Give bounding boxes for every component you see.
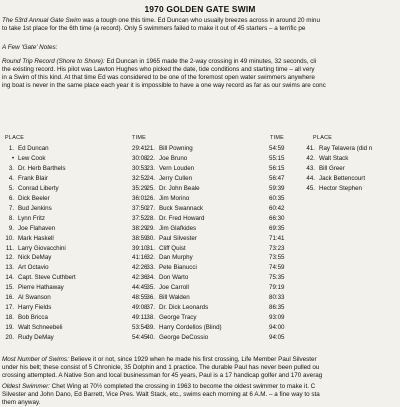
result-row: [145, 253, 345, 262]
finish-time: 86:35: [269, 304, 285, 312]
finish-time: 56:47: [269, 174, 285, 182]
swimmer-name: Art Octavio: [18, 264, 49, 272]
finish-time: 49:08: [132, 304, 148, 312]
swimmer-name: Joe Flahaven: [18, 224, 56, 232]
swimmer-name: Don Warto: [159, 274, 189, 282]
swimmer-name: Nick DeMay: [18, 254, 52, 262]
finish-time: 56:15: [269, 164, 285, 172]
most-swims-lead: Most Number of Swims:: [2, 356, 69, 363]
notes-heading: A Few 'Gate' Notes:: [2, 44, 58, 51]
place-number: 7.: [8, 204, 14, 212]
result-row: [305, 164, 400, 173]
intro-lead: The 53rd Annual Gate Swim: [2, 17, 81, 24]
finish-time: 38:29: [132, 224, 148, 232]
place-number: 34.: [146, 274, 155, 282]
oldest-swimmer-line-1: [2, 383, 400, 391]
result-row: [145, 293, 345, 302]
swimmer-name: Lew Cook: [18, 154, 46, 162]
place-number: 30.: [146, 234, 155, 242]
finish-time: 60:35: [269, 194, 285, 202]
page-title: 1970 GOLDEN GATE SWIM: [144, 4, 256, 14]
place-number: 39.: [146, 324, 155, 332]
swimmer-name: Joe Carroll: [159, 284, 189, 292]
place-header: PLACE: [5, 135, 25, 141]
swimmer-name: Jim Morino: [159, 194, 190, 202]
place-number: 15.: [5, 284, 14, 292]
place-number: 1.: [8, 145, 14, 152]
swimmer-name: Cliff Quist: [159, 244, 186, 252]
place-number: 28.: [146, 214, 155, 222]
finish-time: 80:33: [269, 294, 285, 302]
swimmer-name: Dan Murphy: [159, 254, 193, 262]
place-number: 16.: [5, 294, 14, 302]
intro-line-2: to take 1st place for the 6th time (a record). Only 5 swimmers failed to make it out of 45 starters – a terrific pe: [2, 25, 306, 32]
finish-time: 30:53: [132, 164, 148, 172]
finish-time: 53:54: [132, 324, 148, 332]
intro-line-1-text: was a tough one this time. Ed Duncan who usually breezes across in around 20 minu: [80, 17, 320, 24]
place-number: 33.: [146, 264, 155, 272]
time-header-2: TIME: [270, 135, 285, 141]
swimmer-name: Hector Stephen: [319, 184, 362, 192]
record-line-1-text: Ed Duncan in 1965 made the 2-way crossing in 49 minutes, 32 seconds, cli: [104, 58, 317, 65]
swimmer-name: Bud Jenkins: [18, 204, 52, 212]
finish-time: 39:10: [132, 244, 148, 252]
finish-time: 73:55: [269, 254, 285, 262]
oldest-swimmer-line-3: them anyway.: [2, 399, 41, 406]
swimmer-name: Pete Bianucci: [159, 264, 197, 272]
place-number: 31.: [146, 244, 155, 252]
result-row: [145, 194, 345, 203]
swimmer-name: Walt Schneebeli: [18, 324, 63, 332]
place-number: 10.: [5, 234, 14, 242]
place-number: 41.: [306, 145, 315, 152]
place-number: 29.: [146, 224, 155, 232]
most-swims-line-1-text: Believe it or not, since 1929 when he made his first crossing, Life Member Paul Silvester: [68, 356, 317, 363]
place-number: 8.: [8, 214, 14, 222]
finish-time: 37:50: [132, 204, 148, 212]
swimmer-name: Ray Telavera (did n: [319, 145, 373, 152]
swimmer-name: Conrad Liberty: [18, 184, 59, 192]
swimmer-name: Pierre Hathaway: [18, 284, 64, 292]
place-number: 21.: [146, 145, 155, 152]
swimmer-name: Capt. Steve Cuthbert: [18, 274, 76, 282]
oldest-swimmer-line-2: Silvester and John Dano, Ed Barrett, Vice Pres. Walt Stack, etc., swims each morning at 6 A.M. – a fine way to sta: [2, 391, 320, 398]
place-number: 35.: [146, 284, 155, 292]
finish-time: 94:00: [269, 324, 285, 332]
swimmer-name: Al Swanson: [18, 294, 51, 302]
record-line-2: the existing record. His pilot was Lawton Hughes who picked the date, tide conditions and starting time – all very: [2, 66, 315, 73]
finish-time: 69:35: [269, 224, 285, 232]
place-number: 19.: [5, 324, 14, 332]
record-line-1: [2, 58, 400, 66]
swimmer-name: Buck Swannack: [159, 204, 204, 212]
result-row: [305, 174, 400, 183]
finish-time: 44:45: [132, 284, 148, 292]
swimmer-name: Dr. Herb Barthels: [18, 164, 66, 172]
place-number: 11.: [5, 244, 14, 252]
finish-time: 48:55: [132, 294, 148, 302]
place-number: •: [11, 154, 14, 162]
swimmer-name: Frank Blair: [18, 174, 48, 182]
finish-time: 54:45: [132, 334, 148, 342]
finish-time: 29:41: [132, 145, 148, 152]
place-number: 20.: [5, 334, 14, 342]
results-table: [0, 135, 400, 355]
place-number: 9.: [8, 224, 14, 232]
result-row: [145, 204, 345, 213]
record-lead: Round Trip Record (Shore to Shore):: [2, 58, 105, 65]
swimmer-name: Rudy DeMay: [18, 334, 54, 342]
oldest-swimmer-lead: Oldest Swimmer:: [2, 383, 50, 390]
swimmer-name: Harry Cordellos (Blind): [159, 324, 222, 332]
swimmer-name: Dr. Fred Howard: [159, 214, 205, 222]
place-number: 23.: [146, 164, 155, 172]
swimmer-name: Paul Silvester: [159, 234, 197, 242]
swimmer-name: Dr. Dick Leonards: [159, 304, 209, 312]
place-number: 26.: [146, 194, 155, 202]
finish-time: 55:15: [269, 154, 285, 162]
oldest-swimmer-line-1-text: Chet Wing at 70½ completed the crossing in 1963 to become the oldest swimmer to make it. C: [49, 383, 316, 390]
place-number: 18.: [5, 314, 14, 322]
place-number: 3.: [8, 164, 14, 172]
finish-time: 35:29: [132, 184, 148, 192]
result-row: [145, 234, 345, 243]
finish-time: 36:01: [132, 194, 148, 202]
result-row: [145, 313, 345, 322]
finish-time: 42:26: [132, 264, 148, 272]
place-number: 32.: [146, 254, 155, 262]
place-number: 38.: [146, 314, 155, 322]
swimmer-name: Bob Bricca: [18, 314, 48, 322]
result-row: [305, 144, 400, 153]
most-swims-line-1: [2, 356, 400, 364]
result-row: [145, 303, 345, 312]
swimmer-name: Ed Duncan: [18, 145, 49, 152]
place-number: 42.: [306, 154, 315, 162]
finish-time: 79:19: [269, 284, 285, 292]
swimmer-name: Jack Bettencourt: [319, 174, 366, 182]
place-number: 40.: [146, 334, 155, 342]
finish-time: 32:52: [132, 174, 148, 182]
finish-time: 66:30: [269, 214, 285, 222]
record-line-3: in a Swim of this kind. At that time Ed was considered to be one of the foremost open water swimmers anywhere: [2, 74, 315, 81]
most-swims-line-2: under his belt; these consist of 5 Chronicle, 35 Dolphin and 1 practice. The durable Paul has never been pulled ou: [2, 364, 320, 371]
finish-time: 38:59: [132, 234, 148, 242]
result-row: [145, 224, 345, 233]
finish-time: 74:59: [269, 264, 285, 272]
result-row: [145, 323, 345, 332]
place-number: 25.: [146, 184, 155, 192]
swimmer-name: Joe Bruno: [159, 154, 188, 162]
result-row: [145, 283, 345, 292]
result-row: [305, 154, 400, 163]
result-row: [145, 273, 345, 282]
place-number: 37.: [146, 304, 155, 312]
swimmer-name: Larry Giovacchini: [18, 244, 66, 252]
finish-time: 93:09: [269, 314, 285, 322]
finish-time: 75:35: [269, 274, 285, 282]
finish-time: 41:16: [132, 254, 148, 262]
swimmer-name: Jerry Cullen: [159, 174, 193, 182]
swimmer-name: Dick Beeler: [18, 194, 50, 202]
place-header-3: PLACE: [313, 135, 333, 141]
place-number: 27.: [146, 204, 155, 212]
finish-time: 30:08: [132, 154, 148, 162]
place-number: 6.: [8, 194, 14, 202]
place-number: 22.: [146, 154, 155, 162]
place-number: 13.: [5, 264, 14, 272]
finish-time: 59:39: [269, 184, 285, 192]
swimmer-name: Vern Louden: [159, 164, 195, 172]
place-number: 5.: [8, 184, 14, 192]
finish-time: 42:36: [132, 274, 148, 282]
swimmer-name: Walt Stack: [319, 154, 349, 162]
swimmer-name: George Tracy: [159, 314, 197, 322]
finish-time: 71:41: [269, 234, 285, 242]
place-number: 14.: [5, 274, 14, 282]
result-row: [145, 263, 345, 272]
place-number: 43.: [306, 164, 315, 172]
result-row: [145, 244, 345, 253]
result-row: [305, 184, 400, 193]
result-row: [145, 333, 345, 342]
intro-line-1: [2, 17, 400, 25]
place-number: 24.: [146, 174, 155, 182]
place-number: 44.: [306, 174, 315, 182]
place-number: 36.: [146, 294, 155, 302]
place-number: 12.: [5, 254, 14, 262]
finish-time: 49:11: [132, 314, 148, 322]
finish-time: 54:59: [269, 145, 285, 152]
place-number: 4.: [8, 174, 14, 182]
finish-time: 94:05: [269, 334, 285, 342]
time-header: TIME: [132, 135, 147, 141]
place-number: 17.: [5, 304, 14, 312]
place-number: 45.: [306, 184, 315, 192]
swimmer-name: Dr. John Beale: [159, 184, 200, 192]
finish-time: 60:42: [269, 204, 285, 212]
finish-time: 37:52: [132, 214, 148, 222]
swimmer-name: Mark Haskell: [18, 234, 54, 242]
swimmer-name: Jim Glafkides: [159, 224, 197, 232]
swimmer-name: Bill Walden: [159, 294, 190, 302]
swimmer-name: Bill Greer: [319, 164, 345, 172]
most-swims-line-3: crossing attempted. A Native Son and local businessman for 45 years, Paul is a 17 handicap golfer and 170 averag: [2, 372, 323, 379]
finish-time: 73:23: [269, 244, 285, 252]
swimmer-name: George DeCossio: [159, 334, 209, 342]
result-row: [145, 214, 345, 223]
swimmer-name: Lynn Fritz: [18, 214, 45, 222]
record-line-4: ing boat is never in the same place each year it is impossible to have a one way record as far as our swims are conc: [2, 82, 326, 89]
swimmer-name: Harry Fields: [18, 304, 52, 312]
swimmer-name: Bill Powning: [159, 145, 193, 152]
